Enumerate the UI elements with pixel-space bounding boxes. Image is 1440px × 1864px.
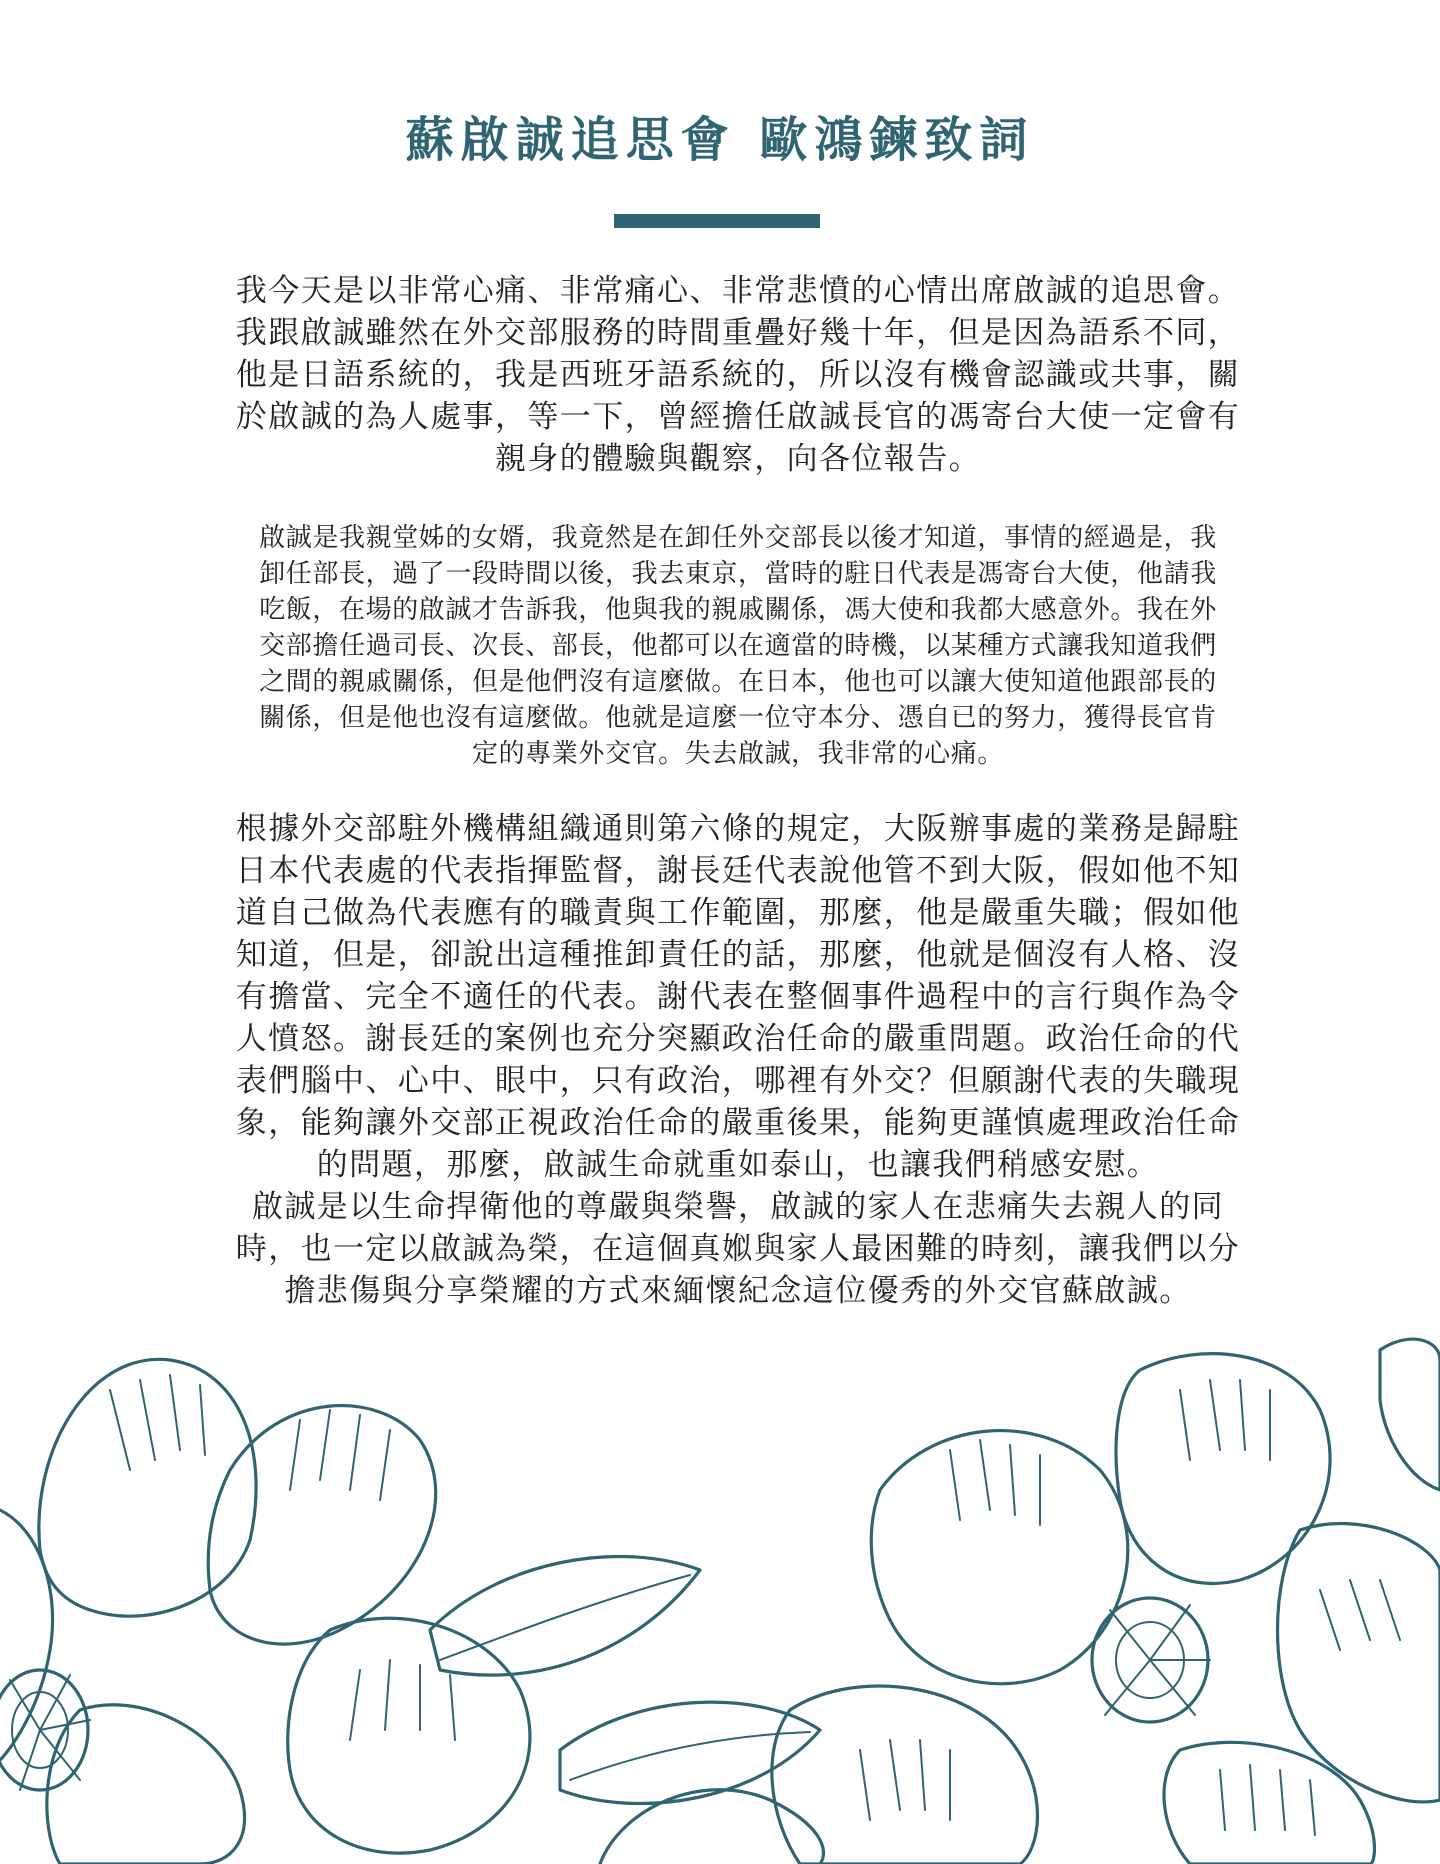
right-flower-petal-top bbox=[1116, 1354, 1330, 1584]
center-leaf bbox=[560, 1702, 820, 1803]
hatch-right-1 bbox=[950, 1440, 1040, 1525]
page-title: 蘇啟誠追思會 歐鴻鍊致詞 bbox=[405, 112, 1035, 168]
right-flower-petal-left bbox=[871, 1431, 1127, 1684]
paragraph-2: 啟誠是我親堂姊的女婿，我竟然是在卸任外交部長以後才知道，事情的經過是，我 卸任部長，過了一段時間以後，我去東京，當時的駐日代表是馮寄台大使，他請我 吃飯，在場的啟誠才告訴我，他與我的親戚關係，馮大使和我都大感意外。我在外 交部擔任過司長、次長、部長，他都可以在適當的時機，以某種方式讓我知道我們 之間的親戚關係，但是他們沒有這麼做。在日本，他也可以讓大使知道他跟部長的 關係，但是他也沒有這麼做。他就是這麼一位守本分、憑自已的努力，獲得長官肯 定的專業外交官。失去啟誠，我非常的心痛。 bbox=[259, 523, 1217, 769]
hatch-right-4 bbox=[860, 1740, 950, 1820]
center-bud bbox=[600, 1790, 823, 1864]
hatch-right-5 bbox=[1220, 1765, 1315, 1835]
hatch-left-1 bbox=[110, 1375, 205, 1470]
paragraph-3: 根據外交部駐外機構組織通則第六條的規定，大阪辦事處的業務是歸駐 日本代表處的代表指揮監督，謝長廷代表說他管不到大阪，假如他不知 道自己做為代表應有的職責與工作範圍，那麼，他是嚴重失職；假如他 知道，但是，卻說出這種推卸責任的話，那麼，他就是個沒有人格、沒 有擔當、完全不適任的代表。謝代表在整個事件過程中的言行與作為令 人憤怒。謝長廷的案例也充分突顯政治任命的嚴重問題。政治任命的代 表們腦中、心中、眼中，只有政治，哪裡有外交？但願謝代表的失職現 象，能夠讓外交部正視政治任命的嚴重後果，能夠更謹慎處理政治任命 的問題，那麼，啟誠生命就重如泰山，也讓我們稍感安慰。 啟誠是以生命捍衛他的尊嚴與榮譽，啟誠的家人在悲痛失去親人的同 時，也一定以啟誠為榮，在這個真娰與家人最困難的時刻，讓我們以分 擔悲傷與分享榮耀的方式來緬懷紀念這位優秀的外交官蘇啟誠。 bbox=[235, 811, 1241, 1309]
right-flower-petal-right bbox=[1278, 1524, 1440, 1802]
left-leaf bbox=[430, 1557, 700, 1676]
hatch-right-3 bbox=[1320, 1580, 1400, 1650]
paragraph-1: 我今天是以非常心痛、非常痛心、非常悲憤的心情出席啟誠的追思會。 我跟啟誠雖然在外交部服務的時間重疊好幾十年，但是因為語系不同， 他是日語系統的，我是西班牙語系統的，所以沒有機會認識或共事，關 於啟誠的為人處事，等一下，曾經擔任啟誠長官的馮寄台大使一定會有 親身的體驗與觀察，向各位報告。 bbox=[235, 273, 1241, 477]
left-flower-petal-right bbox=[288, 1618, 530, 1853]
hatch-left-3 bbox=[350, 1660, 455, 1740]
hatch-left-2 bbox=[290, 1410, 390, 1500]
right-flower-petal-far-right bbox=[1380, 1339, 1440, 1490]
left-flower-petal-mid bbox=[208, 1406, 435, 1645]
left-flower-petal-lower bbox=[47, 1705, 245, 1864]
hatch-right-2 bbox=[1180, 1380, 1270, 1460]
floral-strokes bbox=[0, 1339, 1440, 1864]
right-flower-petal-lower-left bbox=[772, 1686, 1038, 1864]
right-flower-petal-lower-right bbox=[1164, 1742, 1374, 1864]
title-divider bbox=[614, 214, 820, 228]
magnolia-illustration bbox=[0, 1330, 1440, 1864]
